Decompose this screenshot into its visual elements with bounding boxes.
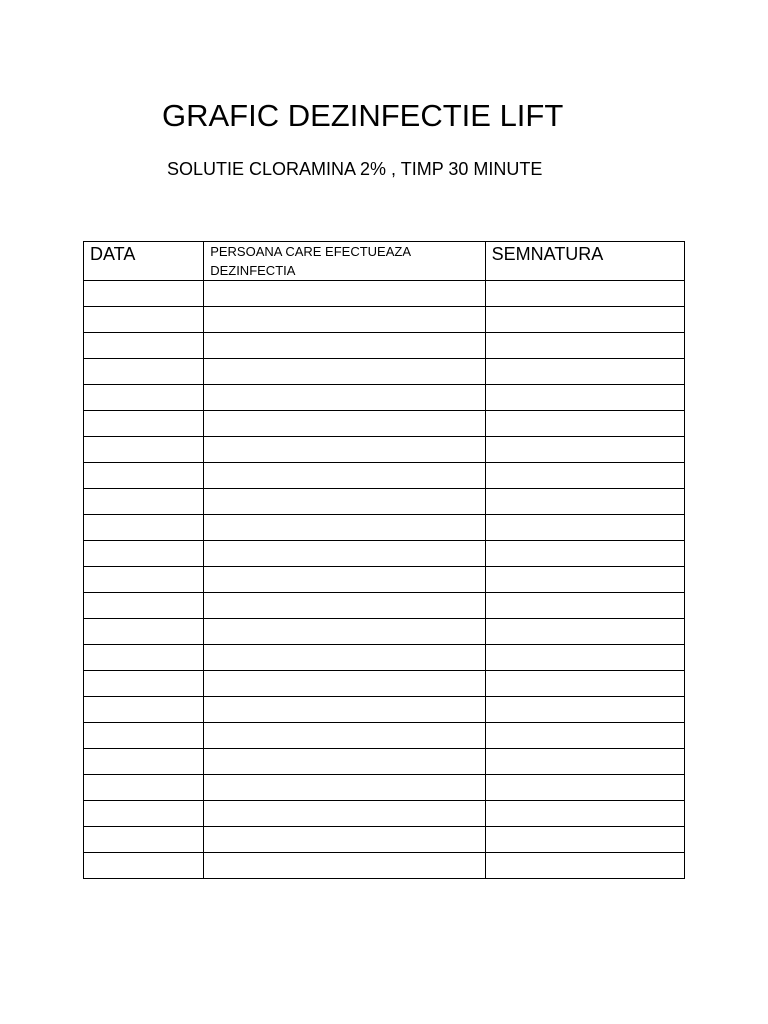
table-row [84,593,685,619]
person-cell[interactable] [204,853,485,879]
header-cell-date [84,242,204,281]
table-row [84,359,685,385]
table-row [84,723,685,749]
table-row [84,697,685,723]
person-cell[interactable] [204,411,485,437]
date-cell[interactable] [84,827,204,853]
signature-cell[interactable] [485,307,684,333]
signature-cell[interactable] [485,801,684,827]
table-row [84,515,685,541]
date-cell[interactable] [84,671,204,697]
person-cell[interactable] [204,723,485,749]
signature-cell[interactable] [485,853,684,879]
person-cell[interactable] [204,385,485,411]
date-cell[interactable] [84,619,204,645]
table-body [84,281,685,879]
signature-cell[interactable] [485,515,684,541]
table-row [84,307,685,333]
table-row [84,463,685,489]
date-cell[interactable] [84,801,204,827]
signature-cell[interactable] [485,645,684,671]
date-cell[interactable] [84,489,204,515]
date-cell[interactable] [84,515,204,541]
date-cell[interactable] [84,749,204,775]
person-cell[interactable] [204,307,485,333]
person-cell[interactable] [204,359,485,385]
person-cell[interactable] [204,827,485,853]
date-cell[interactable] [84,359,204,385]
signature-cell[interactable] [485,463,684,489]
disinfection-log-table [83,241,685,879]
table-row [84,749,685,775]
table-row [84,619,685,645]
signature-cell[interactable] [485,593,684,619]
date-cell[interactable] [84,463,204,489]
date-cell[interactable] [84,723,204,749]
date-cell[interactable] [84,593,204,619]
signature-cell[interactable] [485,437,684,463]
table-row [84,671,685,697]
date-cell[interactable] [84,697,204,723]
date-cell[interactable] [84,411,204,437]
signature-cell[interactable] [485,749,684,775]
signature-cell[interactable] [485,775,684,801]
signature-cell[interactable] [485,567,684,593]
person-cell[interactable] [204,437,485,463]
signature-cell[interactable] [485,619,684,645]
date-cell[interactable] [84,645,204,671]
table-row [84,541,685,567]
date-cell[interactable] [84,775,204,801]
person-cell[interactable] [204,541,485,567]
table-row [84,775,685,801]
header-cell-signature [485,242,684,281]
table-row [84,333,685,359]
person-cell[interactable] [204,281,485,307]
table-row [84,801,685,827]
date-cell[interactable] [84,281,204,307]
person-cell[interactable] [204,645,485,671]
header-cell-person [204,242,485,281]
table-row [84,827,685,853]
table-row [84,645,685,671]
table-row [84,411,685,437]
person-cell[interactable] [204,333,485,359]
signature-cell[interactable] [485,385,684,411]
table-row [84,281,685,307]
person-cell[interactable] [204,801,485,827]
date-cell[interactable] [84,307,204,333]
date-cell[interactable] [84,567,204,593]
person-cell[interactable] [204,489,485,515]
signature-cell[interactable] [485,723,684,749]
date-cell[interactable] [84,541,204,567]
signature-cell[interactable] [485,827,684,853]
person-cell[interactable] [204,749,485,775]
date-cell[interactable] [84,437,204,463]
table-header-row [84,242,685,281]
signature-cell[interactable] [485,281,684,307]
table-row [84,853,685,879]
person-cell[interactable] [204,697,485,723]
date-cell[interactable] [84,853,204,879]
person-cell[interactable] [204,671,485,697]
person-cell[interactable] [204,775,485,801]
signature-cell[interactable] [485,333,684,359]
signature-cell[interactable] [485,489,684,515]
header-person-label: PERSOANA CARE EFECTUEAZA DEZINFECTIA [210,244,411,278]
table-row [84,567,685,593]
person-cell[interactable] [204,515,485,541]
signature-cell[interactable] [485,411,684,437]
date-cell[interactable] [84,385,204,411]
person-cell[interactable] [204,463,485,489]
signature-cell[interactable] [485,541,684,567]
table-row [84,437,685,463]
signature-cell[interactable] [485,697,684,723]
person-cell[interactable] [204,619,485,645]
header-signature-label: SEMNATURA [491,244,604,264]
signature-cell[interactable] [485,359,684,385]
person-cell[interactable] [204,567,485,593]
header-date-label: DATA [90,244,136,264]
document-subtitle: SOLUTIE CLORAMINA 2% , TIMP 30 MINUTE [167,159,543,179]
signature-cell[interactable] [485,671,684,697]
table-row [84,489,685,515]
person-cell[interactable] [204,593,485,619]
table-row [84,385,685,411]
document-title: GRAFIC DEZINFECTIE LIFT [162,98,564,133]
date-cell[interactable] [84,333,204,359]
